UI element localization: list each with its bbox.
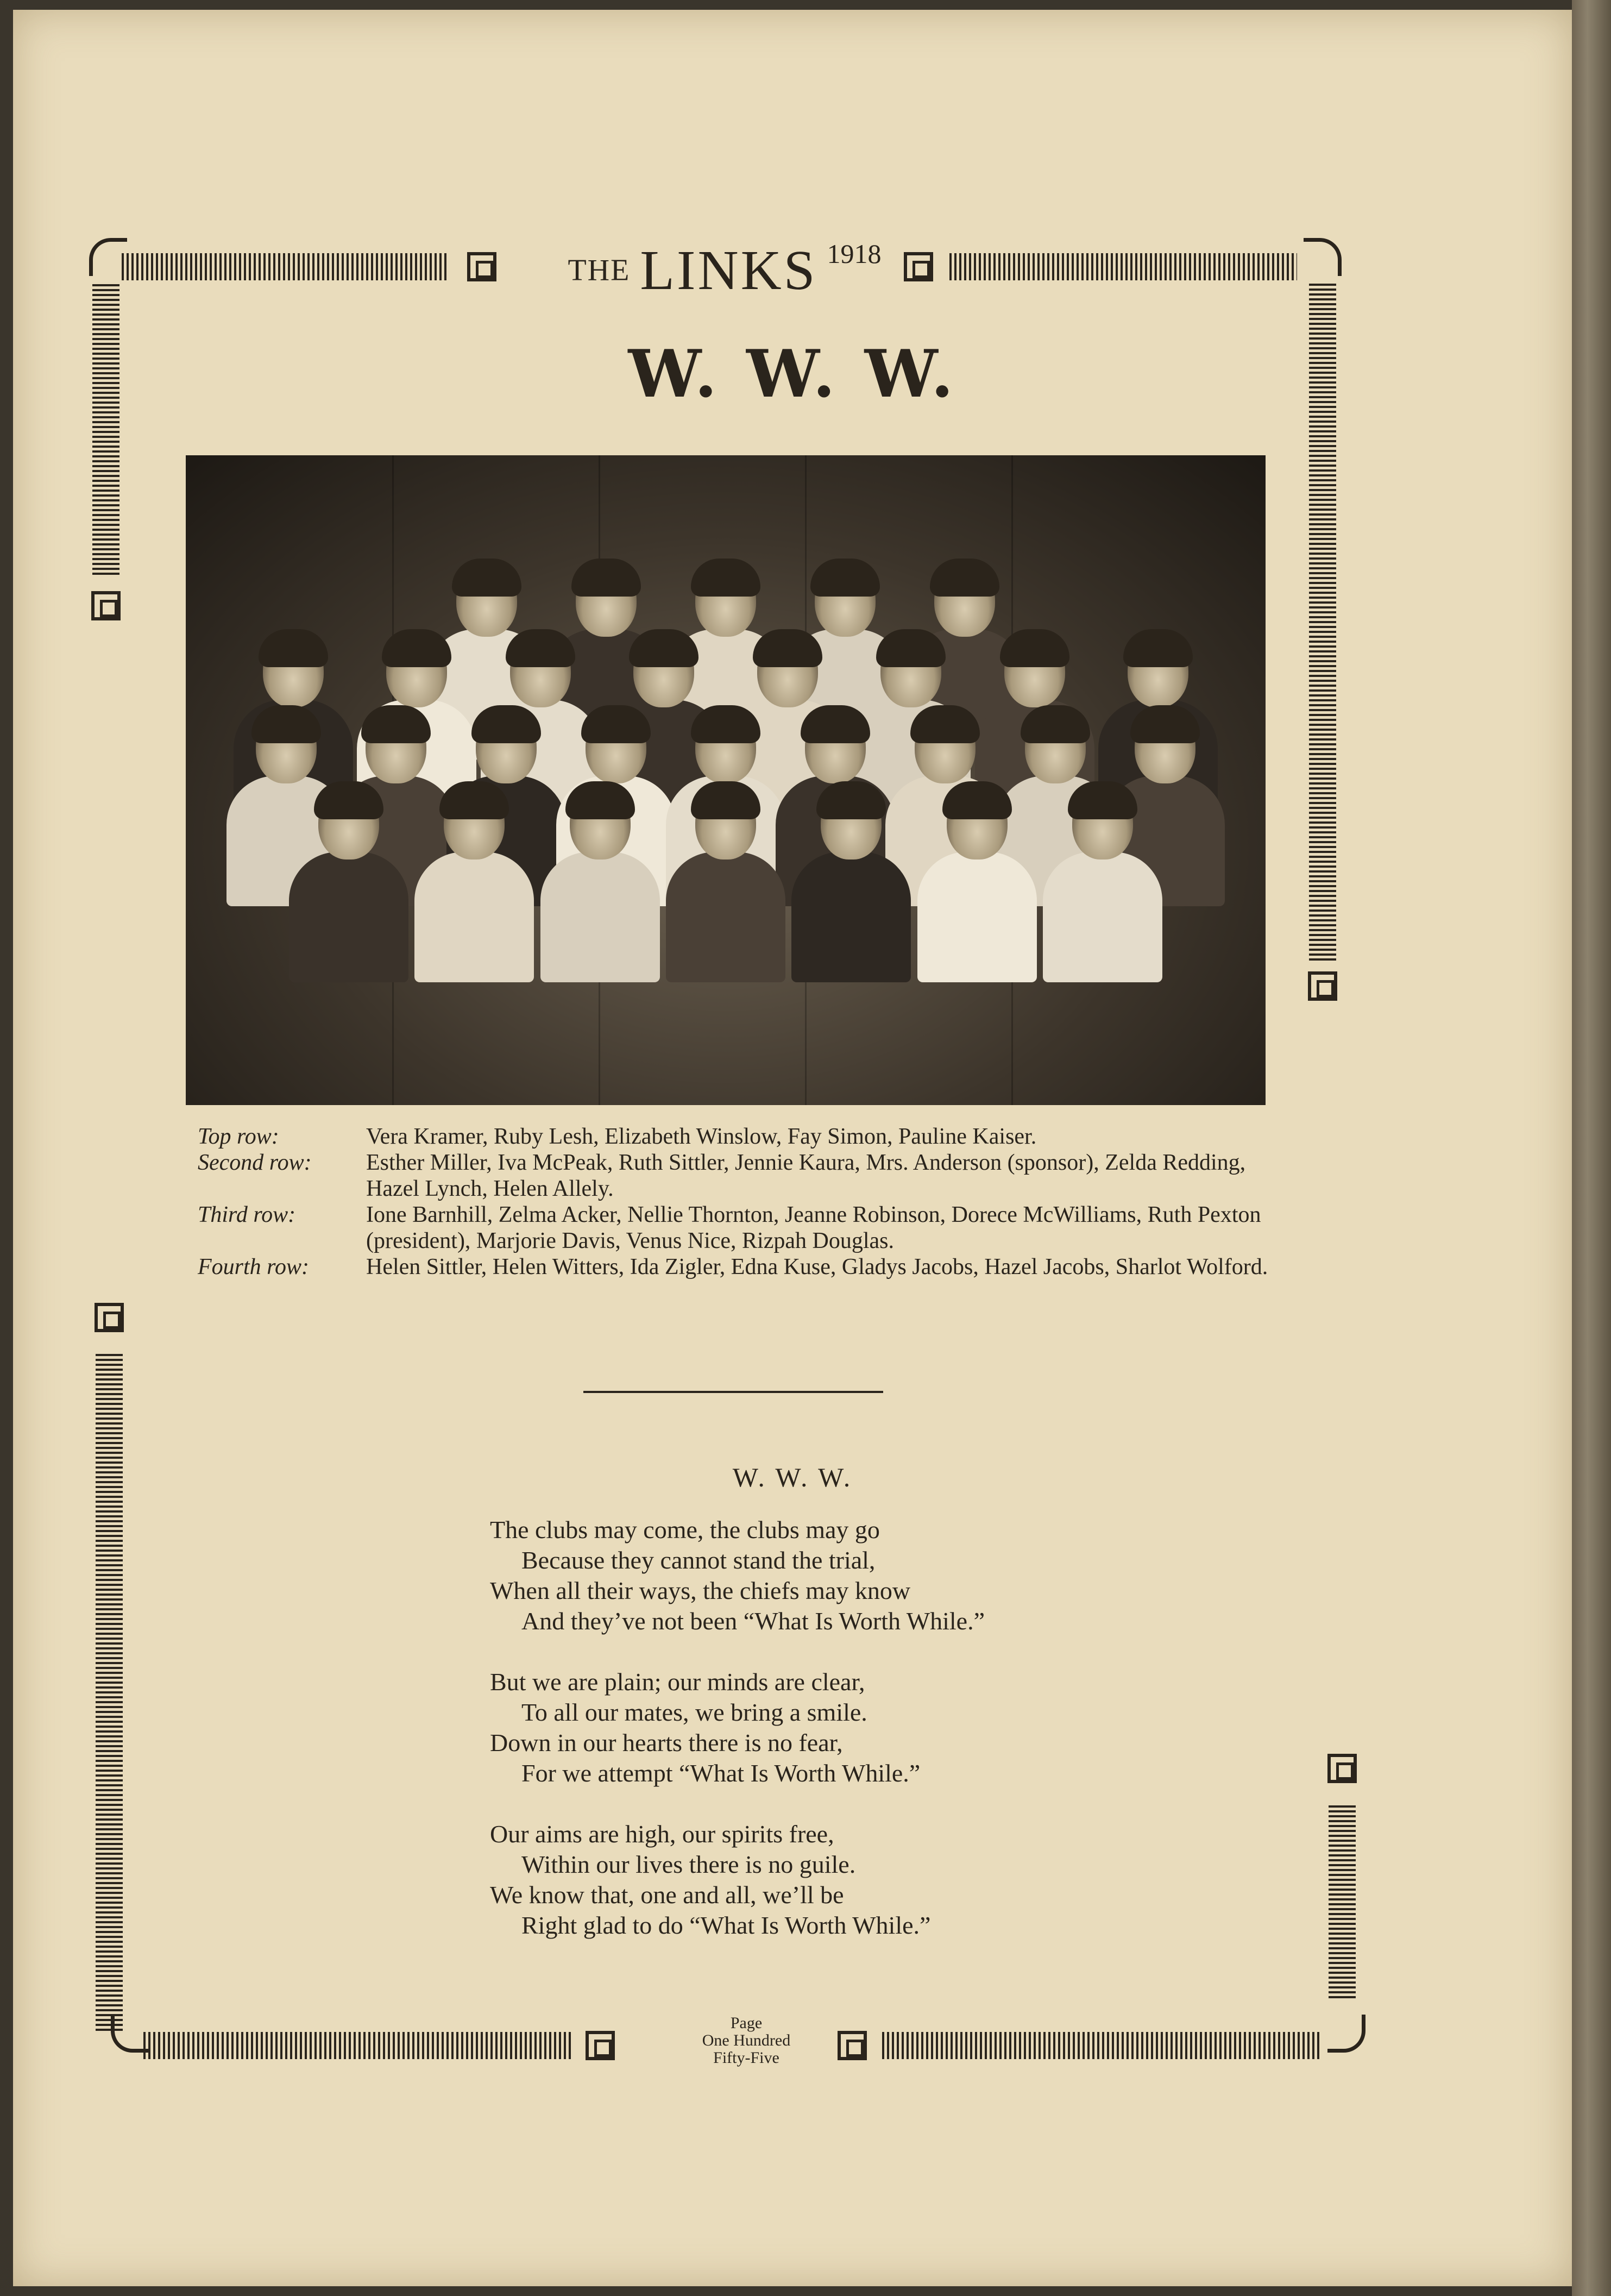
border-rule-top-left [122, 253, 448, 280]
poem [490, 1515, 1196, 1971]
page-number [665, 2015, 828, 2067]
border-corner-bottom-right [1327, 2015, 1365, 2053]
border-rule-left-lower [96, 1352, 123, 2031]
caption-row-label: Top row: [198, 1124, 279, 1149]
page-number-line: One Hundred [702, 2031, 791, 2049]
photo-caption [198, 1124, 1284, 1280]
caption-row-label: Third row: [198, 1202, 296, 1227]
caption-row-names: Helen Sittler, Helen Witters, Ida Zigler, Edna Kuse, Gladys Jacobs, Hazel Jacobs, Sharlot Wolford. [366, 1254, 1268, 1279]
poem-title: W. W. W. [732, 1462, 853, 1492]
ornament-square [467, 252, 496, 281]
poem-stanza [490, 1819, 1196, 1941]
page-number-line: Fifty-Five [713, 2049, 779, 2067]
masthead-the: THE [568, 253, 631, 287]
caption-row-names: Vera Kramer, Ruby Lesh, Elizabeth Winslow, Fay Simon, Pauline Kaiser. [366, 1124, 1037, 1149]
ornament-square [91, 591, 121, 620]
border-rule-left-upper [92, 281, 119, 575]
border-corner-top-right [1304, 238, 1342, 276]
ornament-square [95, 1303, 124, 1332]
group-photograph [186, 455, 1266, 1105]
poem-line: Within our lives there is no guile. [521, 1850, 856, 1878]
caption-row [198, 1254, 1284, 1280]
caption-row-names: Esther Miller, Iva McPeak, Ruth Sittler, Jennie Kaura, Mrs. Anderson (sponsor), Zelda Redding, Hazel Lynch, Helen Allely. [366, 1150, 1246, 1201]
ornament-square [1308, 971, 1337, 1001]
border-rule-bottom-left [143, 2032, 572, 2059]
ornament-square [586, 2031, 615, 2060]
page-number-label: Page [730, 2014, 763, 2032]
poem-line: The clubs may come, the clubs may go [490, 1516, 880, 1544]
caption-row-label: Second row: [198, 1150, 312, 1175]
poem-line: Right glad to do “What Is Worth While.” [521, 1911, 931, 1939]
caption-row-label: Fourth row: [198, 1254, 309, 1279]
caption-row-names: Ione Barnhill, Zelma Acker, Nellie Thornton, Jeanne Robinson, Dorece McWilliams, Ruth Pexton (president), Marjorie Davis, Venus Nice, Rizpah Douglas. [366, 1202, 1261, 1253]
border-rule-bottom-right [882, 2032, 1322, 2059]
poem-line: To all our mates, we bring a smile. [521, 1698, 867, 1726]
poem-line: We know that, one and all, we’ll be [490, 1881, 844, 1909]
ornament-square [838, 2031, 867, 2060]
page-masthead [534, 238, 915, 303]
border-rule-top-right [949, 253, 1297, 280]
poem-line: Because they cannot stand the trial, [521, 1546, 876, 1574]
book-edge [1572, 0, 1611, 2296]
yearbook-page [13, 10, 1572, 2286]
masthead-title: LINKS [640, 239, 817, 302]
section-divider [583, 1391, 883, 1393]
poem-stanza [490, 1515, 1196, 1636]
poem-line: When all their ways, the chiefs may know [490, 1577, 911, 1604]
border-rule-right-lower [1329, 1803, 1356, 1998]
caption-row [198, 1150, 1284, 1202]
poem-line: Our aims are high, our spirits free, [490, 1820, 834, 1848]
ornament-square [1327, 1754, 1357, 1783]
poem-line: For we attempt “What Is Worth While.” [521, 1759, 921, 1787]
masthead-year: 1918 [827, 239, 882, 269]
poem-stanza [490, 1667, 1196, 1789]
poem-line: But we are plain; our minds are clear, [490, 1668, 865, 1696]
poem-line: Down in our hearts there is no fear, [490, 1729, 843, 1756]
club-title: W. W. W. [628, 336, 957, 412]
caption-row [198, 1202, 1284, 1254]
caption-row [198, 1124, 1284, 1150]
poem-line: And they’ve not been “What Is Worth While.” [521, 1607, 985, 1635]
